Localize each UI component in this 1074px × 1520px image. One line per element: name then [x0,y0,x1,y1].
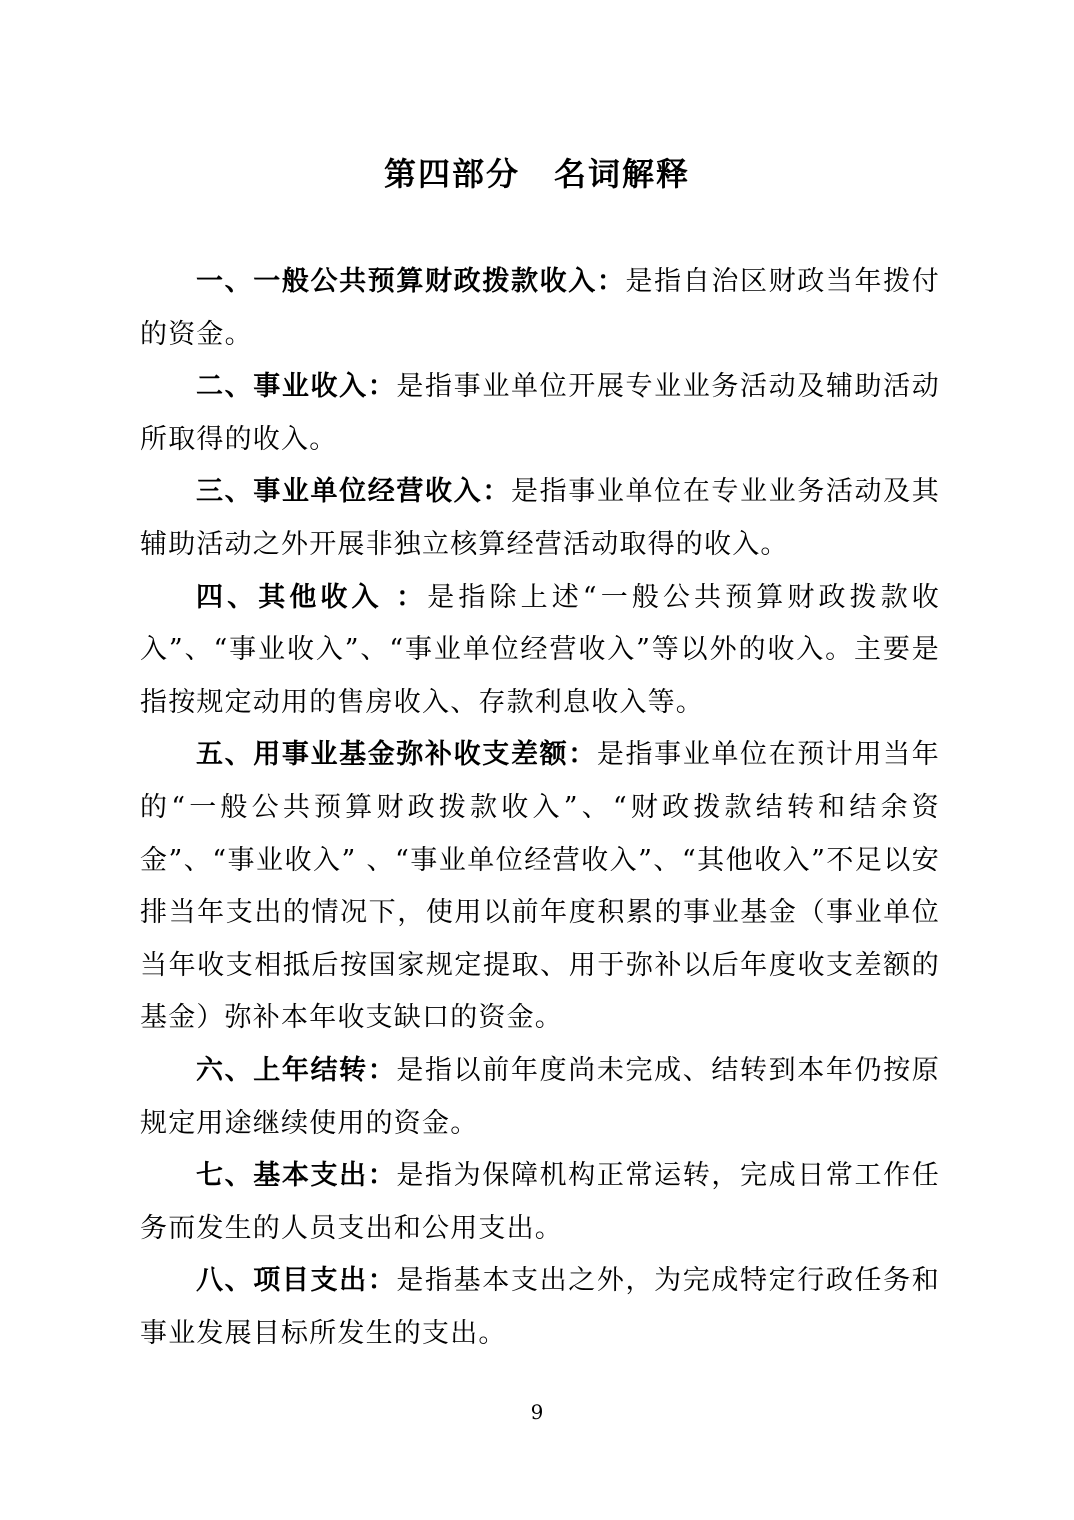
term-definition: 是指事业单位在预计用当年的“一般公共预算财政拨款收入”、“财政拨款结转和结余资金”、“事业收入” 、“事业单位经营收入”、“其他收入”不足以安排当年支出的情况下，使用以前年度积累的事业基金（事业单位当年收支相抵后按国家规定提取、用于弥补以后年度收支差额的基金）弥补本年收支缺口的资金。 [140,739,940,1034]
term-paragraph-1 [140,256,940,361]
page-title: 第四部分 名词解释 [383,155,690,193]
term-definition: 是指基本支出之外，为完成特定行政任务和事业发展目标所发生的支出。 [140,1265,940,1349]
term-definition: 是指以前年度尚未完成、结转到本年仍按原规定用途继续使用的资金。 [140,1054,940,1139]
term-paragraph-6 [140,1045,940,1150]
term-label: 五、用事业基金弥补收支差额： [196,739,597,771]
page-number: 9 [530,1400,544,1424]
term-paragraph-4 [140,572,940,730]
term-definition: 是指自治区财政当年拨付的资金。 [140,266,941,350]
term-label: 六、上年结转： [196,1054,397,1086]
term-label: 七、基本支出： [196,1160,397,1192]
term-paragraph-3 [140,466,940,571]
term-label: 八、项目支出： [196,1265,397,1297]
term-label: 一、一般公共预算财政拨款收入： [196,266,626,297]
term-paragraph-5 [140,729,940,1045]
term-paragraph-2 [140,361,940,466]
term-definition: 是指事业单位开展专业业务活动及辅助活动所取得的收入。 [140,371,940,455]
glossary-body [140,256,940,1360]
term-definition: 是指除上述“一般公共预算财政拨款收入”、“事业收入”、“事业单位经营收入”等以外的收入。主要是指按规定动用的售房收入、存款利息收入等。 [140,581,940,718]
term-definition: 是指事业单位在专业业务活动及其辅助活动之外开展非独立核算经营活动取得的收入。 [140,476,940,560]
term-paragraph-8 [140,1255,940,1360]
term-definition: 是指为保障机构正常运转，完成日常工作任务而发生的人员支出和公用支出。 [140,1160,940,1244]
term-label: 二、事业收入： [196,371,397,403]
term-label: 四、其他收入 ： [196,581,428,613]
term-paragraph-7 [140,1150,940,1255]
term-label: 三、事业单位经营收入： [196,476,511,508]
